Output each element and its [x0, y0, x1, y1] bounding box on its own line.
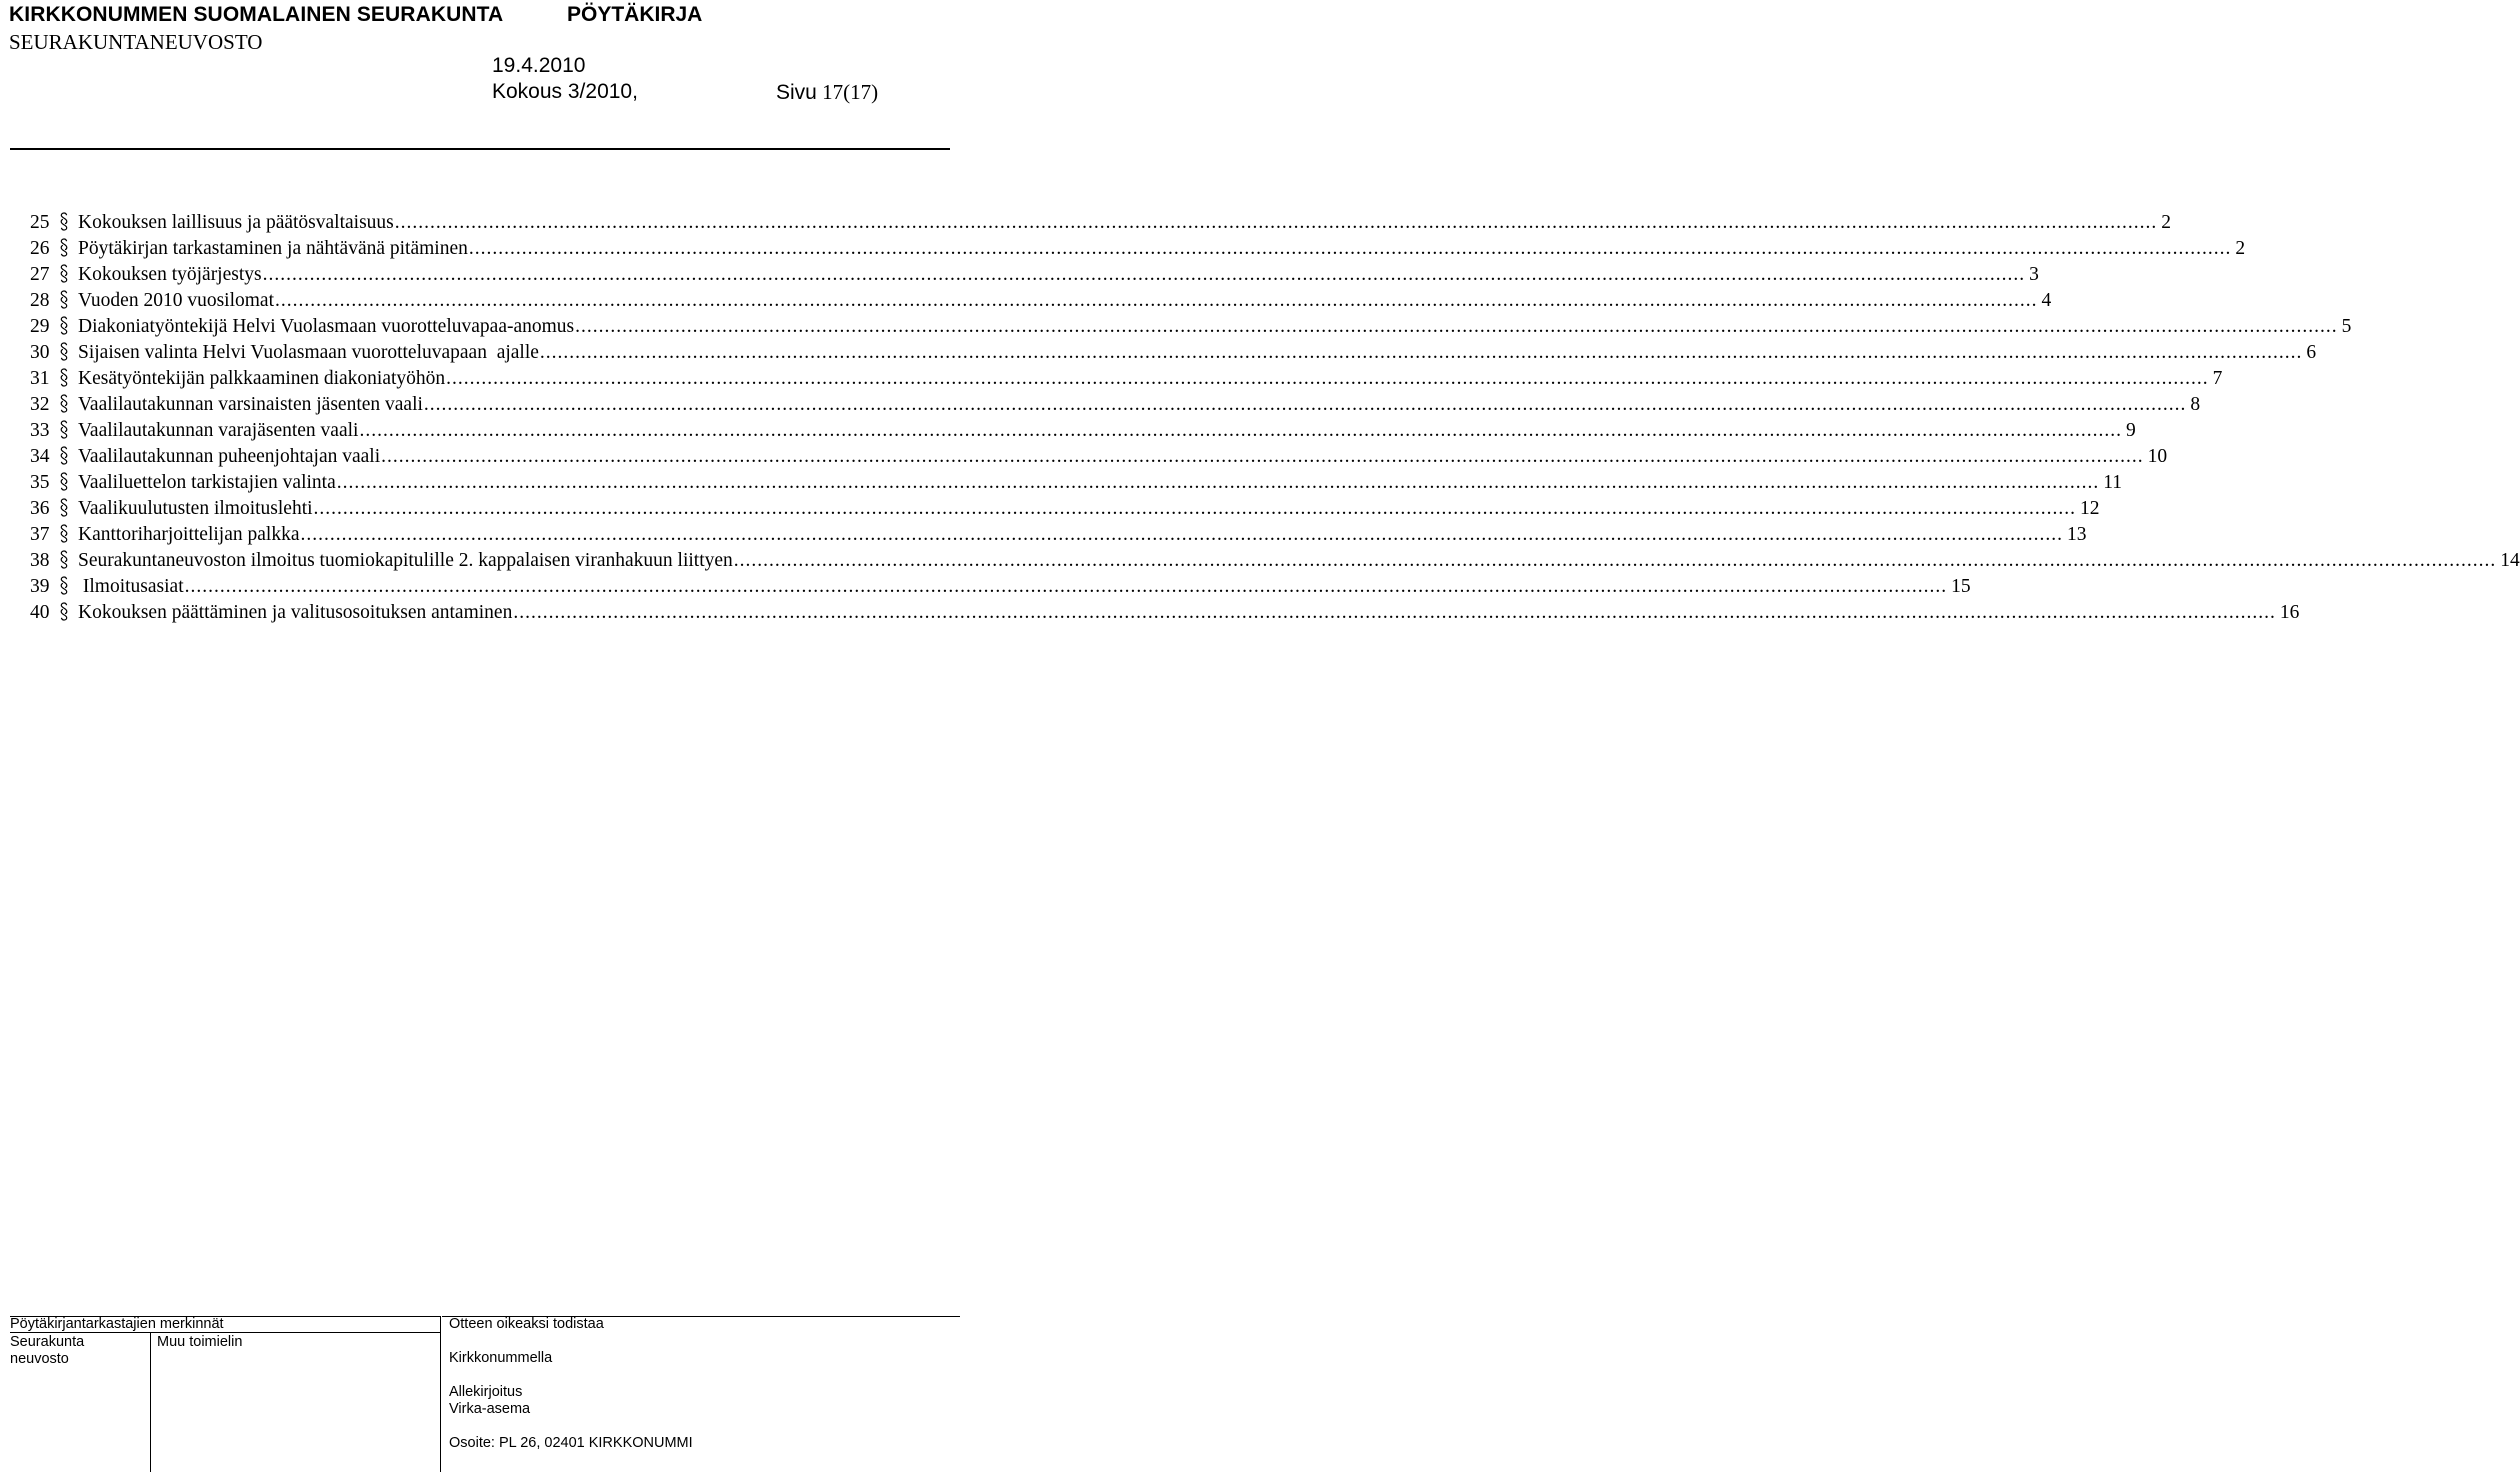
toc-entry-number: 29 [30, 316, 50, 337]
toc-entry-page: 9 [2125, 420, 2136, 441]
footer-subheader-rule [10, 1332, 440, 1333]
toc-entry-title: Pöytäkirjan tarkastaminen ja nähtävänä pitäminen [78, 238, 468, 259]
toc-entry [30, 340, 2317, 366]
toc-dot-leader: ............................................................................................................................................................................................................................................................................................................ [423, 394, 2187, 415]
section-sign-icon [54, 444, 74, 470]
toc-entry-title: Vuoden 2010 vuosilomat [78, 290, 274, 311]
toc-entry-number: 33 [30, 420, 50, 441]
section-sign-icon [54, 600, 74, 626]
toc-entry [30, 262, 2039, 288]
toc-entry [30, 288, 2052, 314]
section-sign-icon [54, 210, 74, 236]
section-sign-icon [54, 236, 74, 262]
section-sign-icon [54, 392, 74, 418]
address-line: Osoite: PL 26, 02401 KIRKKONUMMI [449, 1435, 693, 1451]
position-label: Virka-asema [449, 1401, 531, 1417]
toc-entry-page: 6 [2306, 342, 2317, 363]
toc-entry-title: Kesätyöntekijän palkkaaminen diakoniatyöhön [78, 368, 446, 389]
toc-entry-number: 38 [30, 550, 50, 571]
toc-dot-leader: ............................................................................................................................................................................................................................................................................................................ [262, 264, 2026, 285]
toc-dot-leader: ............................................................................................................................................................................................................................................................................................................ [184, 576, 1948, 597]
footer-col-divider-outer [440, 1316, 441, 1472]
section-sign-icon [54, 314, 74, 340]
toc-entry [30, 314, 2352, 340]
toc-entry-number: 25 [30, 212, 50, 233]
toc-entry [30, 574, 1971, 600]
toc-entry-number: 28 [30, 290, 50, 311]
toc-entry-number: 36 [30, 498, 50, 519]
toc-dot-leader: ............................................................................................................................................................................................................................................................................................................ [359, 420, 2122, 441]
section-sign-icon [54, 418, 74, 444]
section-sign-icon [54, 366, 74, 392]
toc-dot-leader: ............................................................................................................................................................................................................................................................................................................ [733, 550, 2497, 571]
toc-entry-number: 31 [30, 368, 50, 389]
toc-entry [30, 496, 2100, 522]
toc-entry-page: 2 [2161, 212, 2172, 233]
section-sign-icon [54, 262, 74, 288]
toc-entry-number: 35 [30, 472, 50, 493]
toc-entry-page: 11 [2103, 472, 2123, 493]
section-sign-icon [54, 470, 74, 496]
inspectors-col2-label: Muu toimielin [157, 1334, 243, 1350]
toc-dot-leader: ............................................................................................................................................................................................................................................................................................................ [274, 290, 2038, 311]
toc-entry-page: 13 [2066, 524, 2087, 545]
toc-entry-page: 12 [2080, 498, 2100, 519]
signature-label: Allekirjoitus [449, 1384, 523, 1400]
toc-entry-page: 14 [2500, 550, 2520, 571]
toc-dot-leader: ............................................................................................................................................................................................................................................................................................................ [300, 524, 2063, 545]
section-sign-icon [54, 522, 74, 548]
toc-dot-leader: ............................................................................................................................................................................................................................................................................................................ [381, 446, 2144, 467]
toc-dot-leader: ............................................................................................................................................................................................................................................................................................................ [575, 316, 2338, 337]
toc-entry-title: Sijaisen valinta Helvi Vuolasmaan vuorotteluvapaan ajalle [78, 342, 539, 363]
section-sign-icon [54, 548, 74, 574]
section-sign-icon [54, 340, 74, 366]
toc-dot-leader: ............................................................................................................................................................................................................................................................................................................ [539, 342, 2303, 363]
toc-entry [30, 210, 2172, 236]
toc-entry-page: 4 [2041, 290, 2052, 311]
toc-entry [30, 366, 2223, 392]
governing-body: SEURAKUNTANEUVOSTO [9, 30, 263, 54]
toc-entry-page: 7 [2212, 368, 2223, 389]
table-of-contents [30, 210, 2520, 626]
toc-entry [30, 548, 2520, 574]
toc-entry-page: 16 [2279, 602, 2300, 623]
document-type: PÖYTÄKIRJA [567, 3, 703, 26]
organization-name: KIRKKONUMMEN SUOMALAINEN SEURAKUNTA [9, 3, 504, 26]
meeting-number: Kokous 3/2010, [492, 80, 638, 103]
toc-entry-number: 26 [30, 238, 50, 259]
toc-dot-leader: ............................................................................................................................................................................................................................................................................................................ [468, 238, 2232, 259]
toc-entry-number: 37 [30, 524, 50, 545]
toc-entry-title: Kanttoriharjoittelijan palkka [78, 524, 300, 545]
toc-entry [30, 522, 2087, 548]
toc-entry-title: Kokouksen laillisuus ja päätösvaltaisuus [78, 212, 394, 233]
toc-entry-page: 3 [2029, 264, 2039, 285]
toc-entry-title: Vaalilautakunnan varajäsenten vaali [78, 420, 359, 441]
section-sign-icon [54, 288, 74, 314]
toc-entry-title: Vaalilautakunnan puheenjohtajan vaali [78, 446, 381, 467]
toc-entry-title: Vaalikuulutusten ilmoituslehti [78, 498, 313, 519]
meeting-date: 19.4.2010 [492, 54, 586, 77]
toc-dot-leader: ............................................................................................................................................................................................................................................................................................................ [446, 368, 2209, 389]
header-divider [10, 148, 950, 150]
section-sign-icon [54, 574, 74, 600]
toc-entry-page: 15 [1951, 576, 1971, 597]
page-indicator [776, 80, 878, 105]
toc-entry-number: 27 [30, 264, 50, 285]
toc-entry-number: 40 [30, 602, 50, 623]
toc-entry-page: 8 [2190, 394, 2201, 415]
toc-entry-page: 2 [2235, 238, 2246, 259]
toc-entry [30, 418, 2136, 444]
toc-entry-title: Kokouksen työjärjestys [78, 264, 262, 285]
toc-entry-number: 34 [30, 446, 50, 467]
signing-place: Kirkkonummella [449, 1350, 553, 1366]
toc-entry-page: 5 [2341, 316, 2352, 337]
toc-entry [30, 600, 2300, 626]
toc-entry-number: 32 [30, 394, 50, 415]
toc-entry-title: Vaaliluettelon tarkistajien valinta [78, 472, 336, 493]
toc-entry [30, 470, 2123, 496]
toc-entry-page: 10 [2147, 446, 2168, 467]
toc-entry [30, 236, 2246, 262]
toc-entry-number: 30 [30, 342, 50, 363]
page-label: Sivu [776, 81, 817, 104]
inspectors-col1-label: Seurakunta [10, 1334, 85, 1350]
toc-entry-title: Kokouksen päättäminen ja valitusosoituksen antaminen [78, 602, 513, 623]
copy-certification-heading: Otteen oikeaksi todistaa [449, 1316, 604, 1332]
toc-entry-title: Ilmoitusasiat [78, 576, 184, 597]
inspectors-heading: Pöytäkirjantarkastajien merkinnät [10, 1316, 224, 1332]
toc-entry-title: Vaalilautakunnan varsinaisten jäsenten vaali [78, 394, 423, 415]
toc-entry [30, 444, 2168, 470]
toc-entry [30, 392, 2201, 418]
toc-dot-leader: ............................................................................................................................................................................................................................................................................................................ [394, 212, 2158, 233]
section-sign-icon [54, 496, 74, 522]
footer-col-divider-inner [150, 1332, 151, 1472]
inspectors-col1-label-2: neuvosto [10, 1351, 69, 1367]
page-number: 17(17) [822, 80, 879, 104]
toc-entry-number: 39 [30, 576, 50, 597]
toc-entry-title: Diakoniatyöntekijä Helvi Vuolasmaan vuorotteluvapaa-anomus [78, 316, 575, 337]
toc-entry-title: Seurakuntaneuvoston ilmoitus tuomiokapitulille 2. kappalaisen viranhakuun liittyen [78, 550, 733, 571]
toc-dot-leader: ............................................................................................................................................................................................................................................................................................................ [336, 472, 2100, 493]
toc-dot-leader: ............................................................................................................................................................................................................................................................................................................ [313, 498, 2077, 519]
toc-dot-leader: ............................................................................................................................................................................................................................................................................................................ [513, 602, 2276, 623]
